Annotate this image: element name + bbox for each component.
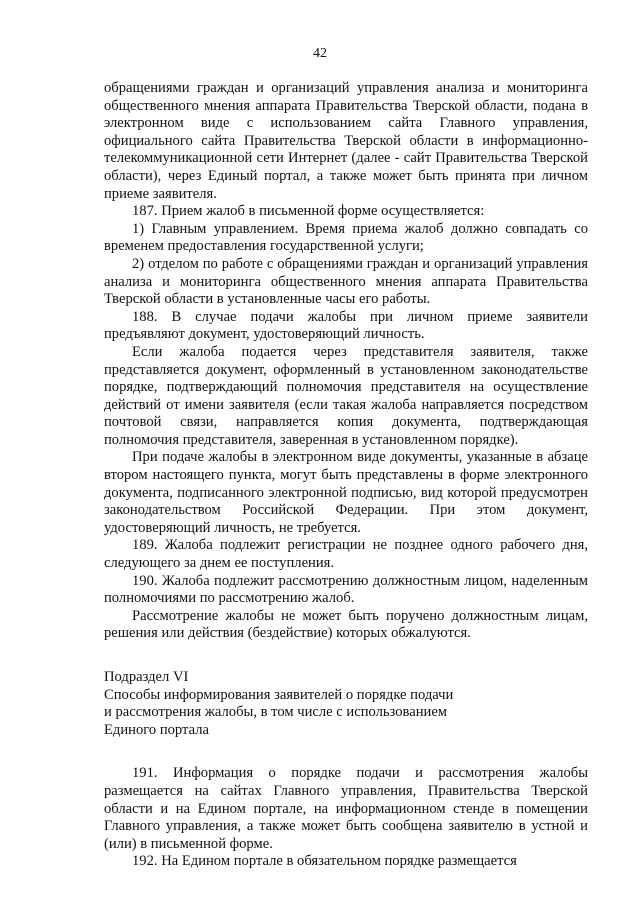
paragraph-188: 188. В случае подачи жалобы при личном приеме заявители предъявляют документ, удостоверяющий личность. — [104, 308, 588, 343]
subsection-heading-line-1: Способы информирования заявителей о порядке подачи — [104, 686, 454, 703]
page-number: 42 — [313, 46, 327, 61]
paragraph-191: 191. Информация о порядке подачи и рассмотрения жалобы размещается на сайтах Главного управления, Правительства Тверской области и на Едином портале, на информационном стенде в помещении Главного управления, а также может быть сообщена заявителю в устной и (или) в письменной форме. — [104, 765, 588, 852]
paragraph-189: 189. Жалоба подлежит регистрации не позднее одного рабочего дня, следующего за днем ее поступления. — [104, 537, 588, 572]
paragraph-190-restriction: Рассмотрение жалобы не может быть поручено должностным лицам, решения или действия (бездействие) которых обжалуются. — [104, 607, 588, 642]
subsection-title: Подраздел VI — [104, 669, 189, 685]
paragraph-187-item-2: 2) отделом по работе с обращениями граждан и организаций управления анализа и мониторинга общественного мнения аппарата Правительства Тверской области в установленные часы его работы. — [104, 255, 588, 308]
document-body — [104, 80, 588, 871]
paragraph-188-electronic: При подаче жалобы в электронном виде документы, указанные в абзаце втором настоящего пункта, могут быть представлены в форме электронного документа, подписанного электронной подписью, вид которой предусмотрен законодательством Российской Федерации. При этом документ, удостоверяющий личность, не требуется. — [104, 449, 588, 536]
paragraph-continuation: обращениями граждан и организаций управления анализа и мониторинга общественного мнения аппарата Правительства Тверской области, подана в электронном виде с использованием сайта Главного управления, официального сайта Правительства Тверской области в информационно-телекоммуникационной сети Интернет (далее - сайт Правительства Тверской области), через Единый портал, а также может быть принята при личном приеме заявителя. — [104, 80, 588, 202]
paragraph-192: 192. На Едином портале в обязательном порядке размещается — [132, 853, 517, 870]
paragraph-188-representative: Если жалоба подается через представителя заявителя, также представляется документ, оформленный в установленном законодательстве порядке, подтверждающий полномочия представителя на осуществление действий от имени заявителя (если такая жалоба направляется посредством почтовой связи, направляется копия документа, подтверждающая полномочия представителя, заверенная в установленном порядке). — [104, 343, 588, 448]
subsection-heading-line-3: Единого портала — [104, 721, 209, 738]
paragraph-190: 190. Жалоба подлежит рассмотрению должностным лицом, наделенным полномочиями по рассмотрению жалоб. — [104, 572, 588, 607]
paragraph-187: 187. Прием жалоб в письменной форме осуществляется: — [132, 203, 485, 220]
subsection-heading-line-2: и рассмотрения жалобы, в том числе с использованием — [104, 704, 448, 721]
paragraph-187-item-1: 1) Главным управлением. Время приема жалоб должно совпадать со временем предоставления государственной услуги; — [104, 220, 588, 255]
